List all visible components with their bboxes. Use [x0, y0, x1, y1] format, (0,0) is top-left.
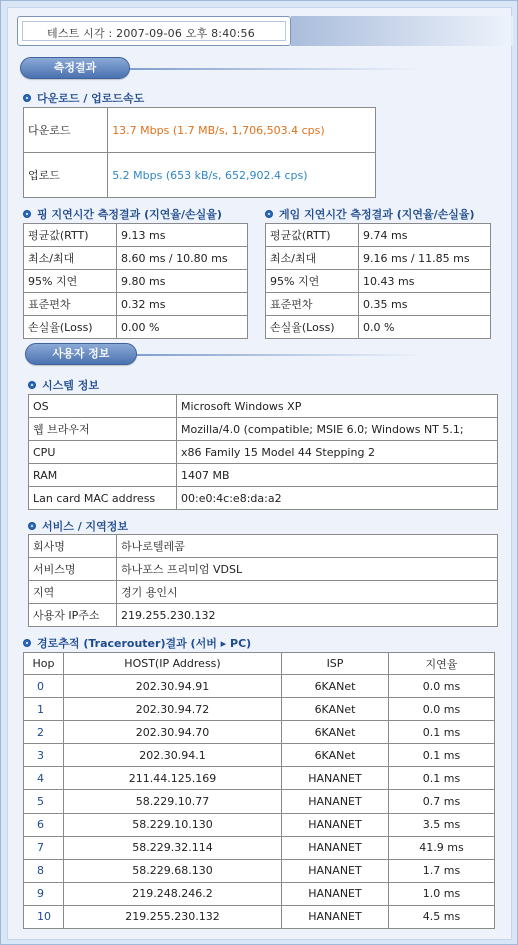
section-line: [121, 68, 421, 70]
system-value: 1407 MB: [177, 464, 498, 487]
bullet-icon: [28, 522, 36, 530]
service-value: 하나포스 프리미엄 VDSL: [117, 558, 498, 581]
table-row: [24, 316, 248, 339]
trace-host: 202.30.94.1: [64, 744, 282, 767]
table-row: [29, 395, 498, 418]
trace-delay: 3.5 ms: [389, 813, 495, 836]
ping-title: [23, 206, 222, 222]
bullet-icon: [265, 210, 273, 218]
service-title-text: 서비스 / 지역정보: [42, 520, 129, 533]
service-value: 하나로텔레콤: [117, 535, 498, 558]
table-row: [29, 558, 498, 581]
table-row: [24, 767, 495, 790]
trace-delay: 0.1 ms: [389, 767, 495, 790]
table-row: [266, 247, 491, 270]
trace-delay: 0.1 ms: [389, 744, 495, 767]
ping-value: 8.60 ms / 10.80 ms: [117, 247, 248, 270]
table-row: [29, 535, 498, 558]
service-label: 서비스명: [29, 558, 117, 581]
table-row: [266, 293, 491, 316]
ping-table: [23, 223, 248, 339]
system-value: 00:e0:4c:e8:da:a2: [177, 487, 498, 510]
download-value: 13.7 Mbps (1.7 MB/s, 1,706,503.4 cps): [108, 108, 376, 153]
trace-hop: 9: [24, 882, 64, 905]
trace-title-text: 경로추적 (Tracerouter)결과 (서버 ▸ PC): [37, 637, 252, 650]
game-value: 0.35 ms: [359, 293, 491, 316]
table-row: [24, 721, 495, 744]
section-result-header: 측정결과: [20, 57, 130, 79]
service-label: 사용자 IP주소: [29, 604, 117, 627]
ping-value: 0.32 ms: [117, 293, 248, 316]
table-row: [24, 905, 495, 928]
speed-title-text: 다운로드 / 업로드속도: [37, 92, 145, 105]
trace-isp: HANANET: [282, 813, 389, 836]
trace-host: 58.229.10.77: [64, 790, 282, 813]
ping-label: 표준편차: [24, 293, 117, 316]
trace-host: 211.44.125.169: [64, 767, 282, 790]
trace-isp: HANANET: [282, 905, 389, 928]
trace-hop: 7: [24, 836, 64, 859]
service-value: 경기 용인시: [117, 581, 498, 604]
speed-title: [23, 90, 144, 106]
game-title: [265, 206, 475, 222]
system-value: Microsoft Windows XP: [177, 395, 498, 418]
trace-isp: 6KANet: [282, 721, 389, 744]
ping-label: 최소/최대: [24, 247, 117, 270]
trace-isp: 6KANet: [282, 698, 389, 721]
trace-delay: 41.9 ms: [389, 836, 495, 859]
trace-isp: 6KANet: [282, 675, 389, 698]
table-row: [24, 224, 248, 247]
trace-host: 58.229.68.130: [64, 859, 282, 882]
trace-delay: 4.5 ms: [389, 905, 495, 928]
trace-isp: HANANET: [282, 790, 389, 813]
game-label: 평균값(RTT): [266, 224, 359, 247]
ping-label: 손실율(Loss): [24, 316, 117, 339]
system-table: [28, 394, 498, 510]
system-label: RAM: [29, 464, 177, 487]
ping-value: 9.80 ms: [117, 270, 248, 293]
system-label: Lan card MAC address: [29, 487, 177, 510]
trace-table: [23, 652, 495, 929]
ping-value: 9.13 ms: [117, 224, 248, 247]
trace-hop: 5: [24, 790, 64, 813]
table-row: [29, 581, 498, 604]
table-row: [266, 270, 491, 293]
trace-isp: HANANET: [282, 767, 389, 790]
system-title: [28, 377, 99, 393]
game-value: 0.0 %: [359, 316, 491, 339]
speed-table: [23, 107, 376, 198]
trace-host: 202.30.94.91: [64, 675, 282, 698]
ping-title-text: 핑 지연시간 측정결과 (지연율/손실율): [37, 208, 222, 221]
upload-value: 5.2 Mbps (653 kB/s, 652,902.4 cps): [108, 153, 376, 198]
trace-delay: 0.1 ms: [389, 721, 495, 744]
trace-delay: 0.7 ms: [389, 790, 495, 813]
table-header-row: [24, 653, 495, 675]
table-row: [29, 418, 498, 441]
service-table: [28, 534, 498, 627]
game-label: 최소/최대: [266, 247, 359, 270]
section-user-header: 사용자 정보: [25, 343, 137, 365]
trace-header-isp: ISP: [282, 653, 389, 675]
system-value: x86 Family 15 Model 44 Stepping 2: [177, 441, 498, 464]
trace-hop: 1: [24, 698, 64, 721]
table-row: [24, 813, 495, 836]
table-row: [24, 698, 495, 721]
trace-title: [23, 635, 251, 651]
trace-hop: 3: [24, 744, 64, 767]
service-label: 회사명: [29, 535, 117, 558]
trace-isp: HANANET: [282, 836, 389, 859]
table-row: [24, 790, 495, 813]
bullet-icon: [28, 381, 36, 389]
trace-delay: 1.7 ms: [389, 859, 495, 882]
bullet-icon: [23, 639, 31, 647]
table-row: [29, 464, 498, 487]
ping-value: 0.00 %: [117, 316, 248, 339]
system-value: Mozilla/4.0 (compatible; MSIE 6.0; Windows NT 5.1;: [177, 418, 498, 441]
trace-hop: 4: [24, 767, 64, 790]
table-row: [24, 675, 495, 698]
table-row: [29, 604, 498, 627]
trace-isp: HANANET: [282, 859, 389, 882]
table-row: [24, 293, 248, 316]
table-row: [24, 247, 248, 270]
game-label: 표준편차: [266, 293, 359, 316]
trace-host: 219.248.246.2: [64, 882, 282, 905]
trace-hop: 2: [24, 721, 64, 744]
trace-host: 58.229.10.130: [64, 813, 282, 836]
system-label: OS: [29, 395, 177, 418]
test-time-box: [17, 16, 291, 46]
table-row: [29, 441, 498, 464]
table-row: [24, 744, 495, 767]
trace-hop: 8: [24, 859, 64, 882]
table-row: [266, 224, 491, 247]
trace-hop: 6: [24, 813, 64, 836]
game-value: 9.74 ms: [359, 224, 491, 247]
bullet-icon: [23, 94, 31, 102]
table-row: [29, 487, 498, 510]
trace-hop: 10: [24, 905, 64, 928]
system-label: 웹 브라우저: [29, 418, 177, 441]
table-row: [24, 836, 495, 859]
system-title-text: 시스템 정보: [42, 379, 99, 392]
table-row: [24, 270, 248, 293]
service-title: [28, 518, 128, 534]
trace-header-delay: 지연율: [389, 653, 495, 675]
trace-delay: 0.0 ms: [389, 675, 495, 698]
game-label: 손실율(Loss): [266, 316, 359, 339]
trace-hop: 0: [24, 675, 64, 698]
table-row: [266, 316, 491, 339]
table-row: [24, 108, 376, 153]
trace-header-hop: Hop: [24, 653, 64, 675]
trace-host: 202.30.94.72: [64, 698, 282, 721]
trace-delay: 1.0 ms: [389, 882, 495, 905]
trace-delay: 0.0 ms: [389, 698, 495, 721]
table-row: [24, 859, 495, 882]
trace-isp: 6KANet: [282, 744, 389, 767]
game-title-text: 게임 지연시간 측정결과 (지연율/손실율): [279, 208, 475, 221]
game-label: 95% 지연: [266, 270, 359, 293]
game-value: 9.16 ms / 11.85 ms: [359, 247, 491, 270]
trace-header-host: HOST(IP Address): [64, 653, 282, 675]
table-row: [24, 153, 376, 198]
system-label: CPU: [29, 441, 177, 464]
game-table: [265, 223, 491, 339]
test-time-text: 테스트 시각 : 2007-09-06 오후 8:40:56: [22, 21, 286, 41]
game-value: 10.43 ms: [359, 270, 491, 293]
bullet-icon: [23, 210, 31, 218]
trace-isp: HANANET: [282, 882, 389, 905]
service-label: 지역: [29, 581, 117, 604]
download-label: 다운로드: [24, 108, 108, 153]
trace-host: 219.255.230.132: [64, 905, 282, 928]
section-line: [126, 354, 426, 356]
trace-host: 58.229.32.114: [64, 836, 282, 859]
header-gradient: [291, 16, 513, 46]
upload-label: 업로드: [24, 153, 108, 198]
ping-label: 평균값(RTT): [24, 224, 117, 247]
ping-label: 95% 지연: [24, 270, 117, 293]
service-value: 219.255.230.132: [117, 604, 498, 627]
table-row: [24, 882, 495, 905]
trace-host: 202.30.94.70: [64, 721, 282, 744]
